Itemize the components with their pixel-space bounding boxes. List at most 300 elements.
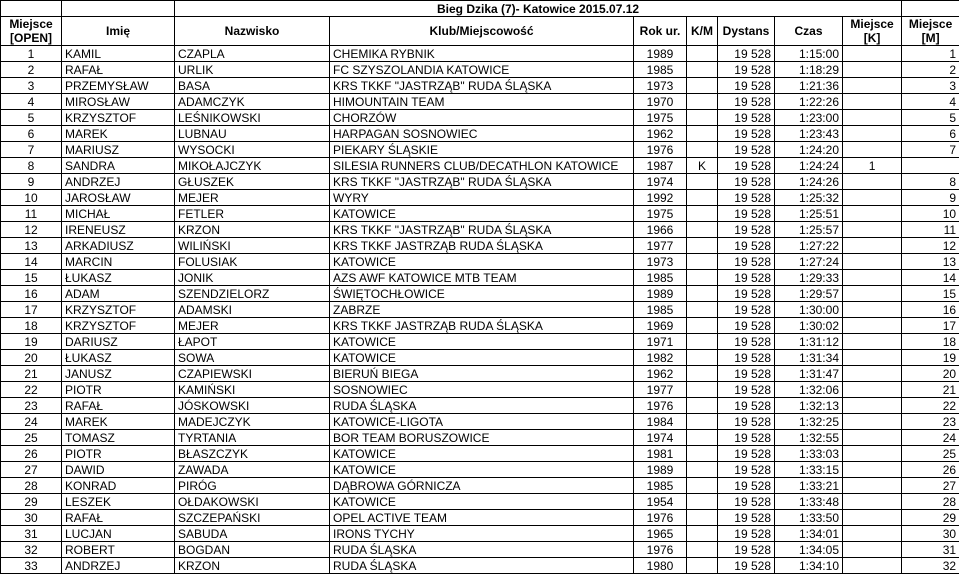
cell-last-name: MEJER [175,190,330,206]
cell-club: IRONS TYCHY [330,526,634,542]
cell-distance: 19 528 [718,318,775,334]
cell-first-name: MAREK [62,414,175,430]
cell-time: 1:23:00 [775,110,843,126]
cell-distance: 19 528 [718,174,775,190]
cell-women-place [843,414,902,430]
title-spacer-imie [62,1,175,17]
cell-distance: 19 528 [718,206,775,222]
cell-men-place: 2 [902,62,959,78]
cell-first-name: RAFAŁ [62,62,175,78]
cell-open-place: 15 [1,270,62,286]
cell-open-place: 14 [1,254,62,270]
cell-gender [687,558,718,574]
cell-men-place: 21 [902,382,959,398]
cell-men-place: 32 [902,558,959,574]
cell-women-place [843,238,902,254]
table-row [1,254,959,270]
cell-distance: 19 528 [718,366,775,382]
cell-last-name: SZCZEPAŃSKI [175,510,330,526]
header-open [1,17,62,46]
cell-open-place: 31 [1,526,62,542]
cell-first-name: LESZEK [62,494,175,510]
header-imie: Imię [62,17,175,46]
table-row [1,350,959,366]
cell-distance: 19 528 [718,286,775,302]
cell-club: ŚWIĘTOCHŁOWICE [330,286,634,302]
cell-distance: 19 528 [718,270,775,286]
cell-birth-year: 1981 [634,446,687,462]
cell-club: KRS TKKF "JASTRZĄB" RUDA ŚLĄSKA [330,222,634,238]
cell-men-place [902,158,959,174]
table-row [1,94,959,110]
cell-birth-year: 1954 [634,494,687,510]
cell-first-name: TOMASZ [62,430,175,446]
cell-open-place: 11 [1,206,62,222]
cell-men-place: 18 [902,334,959,350]
cell-women-place [843,190,902,206]
cell-first-name: KRZYSZTOF [62,318,175,334]
cell-men-place: 29 [902,510,959,526]
cell-birth-year: 1984 [634,414,687,430]
table-row [1,78,959,94]
cell-distance: 19 528 [718,94,775,110]
cell-first-name: RAFAŁ [62,398,175,414]
cell-gender [687,462,718,478]
cell-birth-year: 1966 [634,222,687,238]
cell-open-place: 27 [1,462,62,478]
cell-open-place: 33 [1,558,62,574]
cell-distance: 19 528 [718,46,775,62]
cell-time: 1:34:05 [775,542,843,558]
cell-first-name: LUCJAN [62,526,175,542]
cell-women-place [843,206,902,222]
cell-first-name: ROBERT [62,542,175,558]
cell-club: DĄBROWA GÓRNICZA [330,478,634,494]
title-row [1,1,959,17]
cell-women-place [843,142,902,158]
cell-women-place [843,366,902,382]
table-row [1,206,959,222]
cell-men-place: 16 [902,302,959,318]
cell-gender [687,46,718,62]
cell-women-place [843,126,902,142]
cell-gender [687,302,718,318]
cell-birth-year: 1965 [634,526,687,542]
cell-last-name: ADAMCZYK [175,94,330,110]
cell-women-place [843,398,902,414]
cell-birth-year: 1977 [634,382,687,398]
cell-time: 1:33:15 [775,462,843,478]
table-row [1,270,959,286]
cell-time: 1:27:22 [775,238,843,254]
cell-time: 1:30:00 [775,302,843,318]
cell-first-name: KRZYSZTOF [62,110,175,126]
cell-birth-year: 1992 [634,190,687,206]
cell-men-place: 24 [902,430,959,446]
cell-men-place: 11 [902,222,959,238]
cell-club: KRS TKKF "JASTRZĄB" RUDA ŚLĄSKA [330,174,634,190]
cell-open-place: 23 [1,398,62,414]
cell-last-name: FETLER [175,206,330,222]
table-row [1,510,959,526]
cell-club: ZABRZE [330,302,634,318]
cell-gender [687,286,718,302]
cell-gender [687,78,718,94]
cell-time: 1:25:57 [775,222,843,238]
cell-women-place [843,270,902,286]
table-row [1,462,959,478]
cell-women-place [843,542,902,558]
cell-open-place: 28 [1,478,62,494]
cell-birth-year: 1974 [634,174,687,190]
cell-gender [687,382,718,398]
cell-gender [687,142,718,158]
cell-time: 1:32:06 [775,382,843,398]
cell-birth-year: 1975 [634,110,687,126]
cell-gender [687,542,718,558]
table-row [1,430,959,446]
cell-distance: 19 528 [718,414,775,430]
cell-distance: 19 528 [718,158,775,174]
cell-open-place: 29 [1,494,62,510]
cell-women-place [843,382,902,398]
cell-distance: 19 528 [718,110,775,126]
cell-women-place [843,462,902,478]
header-klub: Klub/Miejscowość [330,17,634,46]
title-spacer-left [1,1,62,17]
cell-birth-year: 1985 [634,478,687,494]
cell-birth-year: 1985 [634,62,687,78]
cell-distance: 19 528 [718,126,775,142]
cell-club: KATOWICE [330,446,634,462]
cell-first-name: ARKADIUSZ [62,238,175,254]
cell-distance: 19 528 [718,398,775,414]
cell-open-place: 4 [1,94,62,110]
cell-women-place [843,510,902,526]
cell-men-place: 31 [902,542,959,558]
cell-distance: 19 528 [718,382,775,398]
cell-gender [687,238,718,254]
table-row [1,446,959,462]
cell-last-name: ŁAPOT [175,334,330,350]
cell-gender [687,366,718,382]
cell-club: KATOWICE [330,334,634,350]
cell-open-place: 10 [1,190,62,206]
cell-gender [687,206,718,222]
cell-men-place: 17 [902,318,959,334]
cell-time: 1:23:43 [775,126,843,142]
cell-time: 1:31:34 [775,350,843,366]
table-row [1,398,959,414]
cell-club: KRS TKKF JASTRZĄB RUDA ŚLĄSKA [330,318,634,334]
cell-open-place: 8 [1,158,62,174]
table-row [1,414,959,430]
cell-first-name: ANDRZEJ [62,174,175,190]
cell-men-place: 30 [902,526,959,542]
cell-birth-year: 1989 [634,462,687,478]
cell-club: SILESIA RUNNERS CLUB/DECATHLON KATOWICE [330,158,634,174]
cell-last-name: WILIŃSKI [175,238,330,254]
header-nazwisko: Nazwisko [175,17,330,46]
cell-men-place: 20 [902,366,959,382]
cell-first-name: PRZEMYSŁAW [62,78,175,94]
cell-birth-year: 1989 [634,286,687,302]
cell-first-name: JAROSŁAW [62,190,175,206]
table-row [1,558,959,574]
cell-distance: 19 528 [718,446,775,462]
cell-open-place: 7 [1,142,62,158]
cell-men-place: 9 [902,190,959,206]
header-m [902,17,959,46]
cell-time: 1:29:33 [775,270,843,286]
cell-time: 1:18:29 [775,62,843,78]
cell-last-name: LEŚNIKOWSKI [175,110,330,126]
cell-club: CHORZÓW [330,110,634,126]
cell-men-place: 25 [902,446,959,462]
cell-last-name: PIRÓG [175,478,330,494]
cell-men-place: 3 [902,78,959,94]
cell-open-place: 12 [1,222,62,238]
table-row [1,478,959,494]
table-row [1,174,959,190]
cell-first-name: KRZYSZTOF [62,302,175,318]
cell-open-place: 13 [1,238,62,254]
table-row [1,190,959,206]
cell-women-place [843,222,902,238]
cell-open-place: 16 [1,286,62,302]
cell-first-name: RAFAŁ [62,510,175,526]
cell-last-name: ADAMSKI [175,302,330,318]
cell-last-name: SOWA [175,350,330,366]
cell-distance: 19 528 [718,478,775,494]
cell-gender [687,270,718,286]
cell-time: 1:29:57 [775,286,843,302]
cell-time: 1:34:10 [775,558,843,574]
cell-distance: 19 528 [718,254,775,270]
cell-birth-year: 1962 [634,366,687,382]
cell-men-place: 19 [902,350,959,366]
cell-gender [687,414,718,430]
cell-time: 1:31:47 [775,366,843,382]
cell-men-place: 8 [902,174,959,190]
cell-last-name: CZAPLA [175,46,330,62]
cell-club: OPEL ACTIVE TEAM [330,510,634,526]
cell-first-name: ANDRZEJ [62,558,175,574]
cell-club: KATOWICE [330,206,634,222]
cell-distance: 19 528 [718,222,775,238]
cell-birth-year: 1976 [634,142,687,158]
cell-club: KRS TKKF "JASTRZĄB" RUDA ŚLĄSKA [330,78,634,94]
cell-first-name: PIOTR [62,446,175,462]
sheet-title: Bieg Dzika (7)- Katowice 2015.07.12 [175,1,902,17]
cell-gender [687,174,718,190]
cell-club: HARPAGAN SOSNOWIEC [330,126,634,142]
cell-distance: 19 528 [718,238,775,254]
cell-women-place [843,334,902,350]
cell-last-name: KRZON [175,558,330,574]
cell-time: 1:33:50 [775,510,843,526]
table-row [1,62,959,78]
cell-first-name: JANUSZ [62,366,175,382]
cell-birth-year: 1976 [634,398,687,414]
cell-club: BOR TEAM BORUSZOWICE [330,430,634,446]
cell-last-name: BOGDAN [175,542,330,558]
cell-first-name: MICHAŁ [62,206,175,222]
cell-men-place: 4 [902,94,959,110]
table-row [1,494,959,510]
cell-birth-year: 1987 [634,158,687,174]
cell-first-name: DARIUSZ [62,334,175,350]
cell-last-name: CZAPIEWSKI [175,366,330,382]
header-row [1,17,959,46]
cell-women-place [843,350,902,366]
cell-club: KATOWICE [330,254,634,270]
header-open-line2: [OPEN] [4,31,58,45]
cell-open-place: 5 [1,110,62,126]
cell-open-place: 6 [1,126,62,142]
cell-birth-year: 1973 [634,78,687,94]
cell-women-place [843,558,902,574]
cell-men-place: 7 [902,142,959,158]
cell-distance: 19 528 [718,62,775,78]
cell-club: HIMOUNTAIN TEAM [330,94,634,110]
header-km: K/M [687,17,718,46]
table-row [1,222,959,238]
cell-gender [687,430,718,446]
cell-club: FC SZYSZOLANDIA KATOWICE [330,62,634,78]
cell-last-name: WYSOCKI [175,142,330,158]
cell-first-name: MARIUSZ [62,142,175,158]
cell-club: CHEMIKA RYBNIK [330,46,634,62]
cell-birth-year: 1962 [634,126,687,142]
cell-open-place: 17 [1,302,62,318]
cell-distance: 19 528 [718,542,775,558]
title-spacer-right [902,1,959,17]
cell-time: 1:24:20 [775,142,843,158]
header-k-line2: [K] [846,31,898,45]
cell-first-name: PIOTR [62,382,175,398]
cell-open-place: 21 [1,366,62,382]
table-row [1,46,959,62]
cell-time: 1:32:55 [775,430,843,446]
cell-gender [687,510,718,526]
cell-gender [687,222,718,238]
table-row [1,158,959,174]
cell-gender: K [687,158,718,174]
cell-distance: 19 528 [718,334,775,350]
header-dystans: Dystans [718,17,775,46]
cell-last-name: ZAWADA [175,462,330,478]
cell-last-name: LUBNAU [175,126,330,142]
cell-time: 1:27:24 [775,254,843,270]
table-row [1,318,959,334]
cell-club: RUDA ŚLĄSKA [330,398,634,414]
cell-men-place: 12 [902,238,959,254]
cell-first-name: MARCIN [62,254,175,270]
cell-women-place [843,494,902,510]
cell-women-place [843,478,902,494]
cell-men-place: 23 [902,414,959,430]
cell-club: SOSNOWIEC [330,382,634,398]
cell-first-name: ADAM [62,286,175,302]
cell-women-place [843,430,902,446]
cell-women-place [843,62,902,78]
cell-last-name: BŁASZCZYK [175,446,330,462]
cell-birth-year: 1980 [634,558,687,574]
cell-club: AZS AWF KATOWICE MTB TEAM [330,270,634,286]
cell-first-name: MAREK [62,126,175,142]
header-czas: Czas [775,17,843,46]
cell-club: RUDA ŚLĄSKA [330,558,634,574]
cell-distance: 19 528 [718,142,775,158]
cell-men-place: 27 [902,478,959,494]
cell-women-place [843,110,902,126]
cell-time: 1:22:26 [775,94,843,110]
header-rok: Rok ur. [634,17,687,46]
cell-birth-year: 1974 [634,430,687,446]
header-m-line2: [M] [905,31,956,45]
cell-time: 1:30:02 [775,318,843,334]
cell-men-place: 15 [902,286,959,302]
cell-gender [687,478,718,494]
cell-last-name: URLIK [175,62,330,78]
cell-first-name: DAWID [62,462,175,478]
cell-open-place: 1 [1,46,62,62]
cell-time: 1:31:12 [775,334,843,350]
cell-last-name: SABUDA [175,526,330,542]
cell-women-place [843,526,902,542]
table-row [1,334,959,350]
cell-distance: 19 528 [718,510,775,526]
cell-birth-year: 1969 [634,318,687,334]
cell-first-name: IRENEUSZ [62,222,175,238]
cell-club: KATOWICE [330,494,634,510]
cell-last-name: JÓSKOWSKI [175,398,330,414]
cell-women-place [843,446,902,462]
cell-men-place: 13 [902,254,959,270]
cell-time: 1:15:00 [775,46,843,62]
cell-open-place: 20 [1,350,62,366]
cell-time: 1:32:25 [775,414,843,430]
cell-open-place: 19 [1,334,62,350]
cell-time: 1:24:24 [775,158,843,174]
cell-club: KATOWICE [330,350,634,366]
cell-club: KRS TKKF JASTRZĄB RUDA ŚLĄSKA [330,238,634,254]
cell-men-place: 22 [902,398,959,414]
cell-birth-year: 1971 [634,334,687,350]
cell-gender [687,94,718,110]
cell-time: 1:25:51 [775,206,843,222]
cell-last-name: BASA [175,78,330,94]
cell-last-name: OŁDAKOWSKI [175,494,330,510]
cell-gender [687,526,718,542]
cell-club: KATOWICE [330,462,634,478]
cell-distance: 19 528 [718,78,775,94]
cell-distance: 19 528 [718,190,775,206]
cell-gender [687,254,718,270]
cell-last-name: KRZON [175,222,330,238]
cell-last-name: TYRTANIA [175,430,330,446]
cell-first-name: SANDRA [62,158,175,174]
cell-open-place: 32 [1,542,62,558]
cell-first-name: KONRAD [62,478,175,494]
cell-women-place [843,46,902,62]
cell-distance: 19 528 [718,526,775,542]
cell-open-place: 18 [1,318,62,334]
cell-open-place: 2 [1,62,62,78]
cell-open-place: 30 [1,510,62,526]
cell-men-place: 26 [902,462,959,478]
